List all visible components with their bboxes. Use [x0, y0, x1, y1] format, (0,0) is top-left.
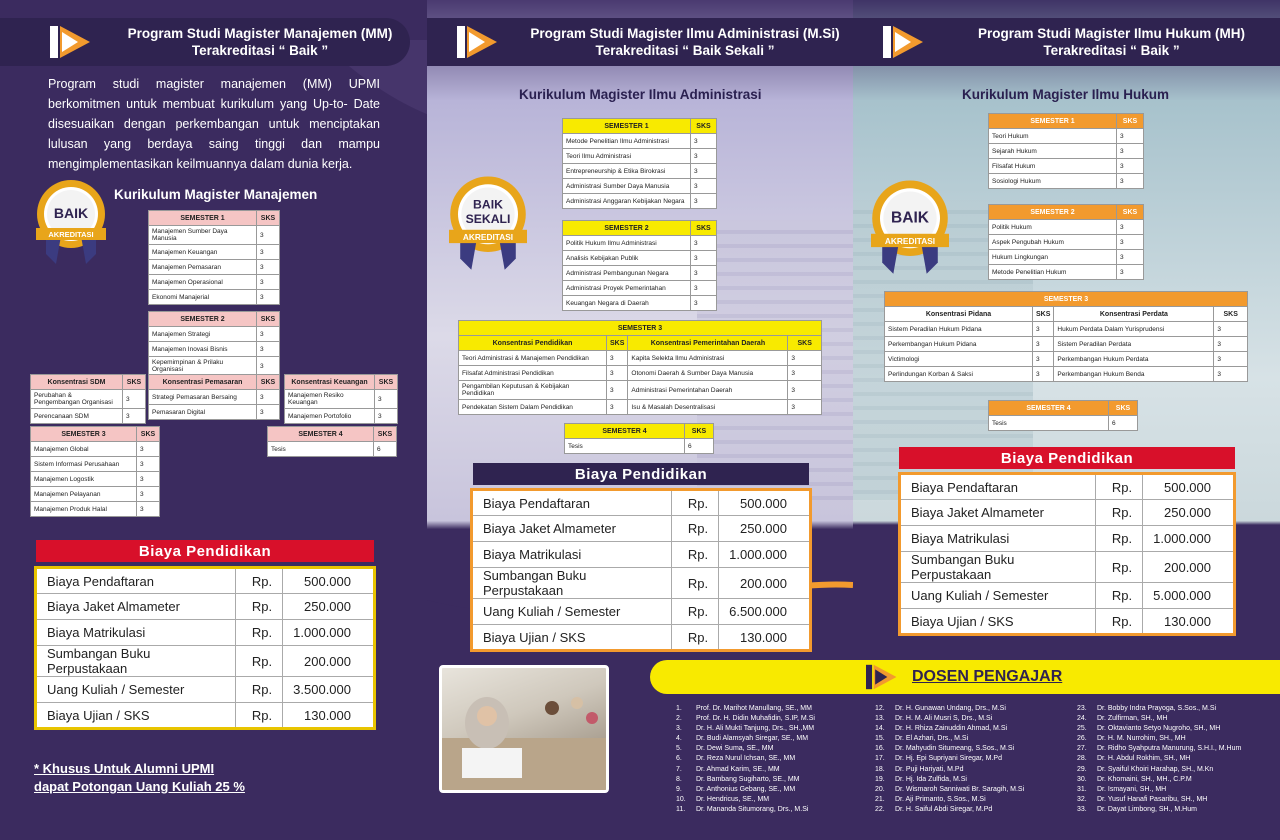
svg-text:BAIK: BAIK	[53, 205, 89, 221]
dosen-number: 23.	[1076, 705, 1087, 712]
dosen-name: Dr. H. Abdul Rokhim, SH., MH	[1096, 755, 1191, 763]
dosen-name: Dr. Yusuf Hanafi Pasaribu, SH., MH	[1096, 795, 1208, 803]
mh-semester4-table: SEMESTER 4 SKS Tesis 6	[988, 400, 1138, 431]
msi-semester4-table: SEMESTER 4 SKS Tesis 6	[564, 423, 714, 454]
msi-cost-title: Biaya Pendidikan	[473, 463, 809, 485]
dosen-item	[676, 704, 875, 714]
dosen-item	[676, 724, 875, 734]
dosen-number: 33.	[1076, 805, 1087, 813]
dosen-item	[676, 795, 875, 805]
msi-semester3-table: SEMESTER 3 Konsentrasi Pendidikan SKS Konsentrasi Pemerintahan Daerah SKS Teori Administrasi & Manajemen Pendidikan 3 Kapita Selekta Ilmu Administrasi 3 Filsafat Administrasi Pendidikan 3 Otonomi Daerah & Sumber Daya Manusia 3 Pengambilan Keputusan & Kebijakan Pendidikan 3 Administrasi Pemerintahan Daerah 3 Pendekatan Sistem Dalam Pendidikan 3 Isu & Masalah Desentralisasi 3	[458, 320, 822, 415]
dosen-number: 1.	[676, 705, 682, 712]
dosen-title-bar	[650, 660, 1280, 694]
dosen-name: Dr. Aji Primanto, S.Sos., M.Si	[895, 795, 986, 803]
dosen-item	[875, 805, 1077, 815]
mh-semester1-table: SEMESTER 1 SKS Teori Hukum 3 Sejarah Hukum 3 Filsafat Hukum 3 Sosiologi Hukum 3	[988, 113, 1144, 189]
dosen-number: 26.	[1076, 735, 1087, 743]
mm-cost-table: Biaya Pendaftaran Rp. 500.000 Biaya Jaket Almameter Rp. 250.000 Biaya Matrikulasi Rp. 1.000.000 Sumbangan Buku Perpustakaan Rp. 200.000 Uang Kuliah / Semester Rp. 3.500.000 Biaya Ujian / SKS Rp. 130.000	[34, 566, 376, 730]
dosen-number: 21.	[875, 795, 885, 803]
svg-text:AKREDITASI: AKREDITASI	[462, 231, 514, 242]
dosen-name: Dr. Hj. Ida Zulfida, M.Si	[895, 775, 967, 783]
mm-intro: Program studi magister manajemen (MM) UPMI berkomitmen untuk membuat kurikulum yang Up-to- Date disesuaikan dengan perkembangan untuk menciptakan lulusan yang berdaya saing tinggi dan mampu mengimplementasikan keilmuannya dalam dunia kerja.	[48, 77, 380, 171]
dosen-column-2	[875, 704, 1077, 815]
accreditation-badge	[36, 176, 106, 266]
dosen-number: 8.	[676, 775, 682, 783]
dosen-name: Dr. H. M. Nurrohim, SH., MH	[1096, 735, 1186, 743]
mh-semester3-table: SEMESTER 3 Konsentrasi Pidana SKS Konsentrasi Perdata SKS Sistem Peradilan Hukum Pidana 3 Hukum Perdata Dalam Yurisprudensi 3 Perkembangan Hukum Pidana 3 Sistem Peradilan Perdata 3 Victimologi 3 Perkembangan Hukum Perdata 3 Perlindungan Korban & Saksi 3 Perkembangan Hukum Benda 3	[884, 291, 1248, 382]
dosen-column-1	[676, 704, 875, 815]
dosen-item	[875, 714, 1077, 724]
dosen-number: 18.	[875, 765, 885, 773]
dosen-name: Dr. H. Rhiza Zainuddin Ahmad, M.Si	[895, 725, 1008, 733]
dosen-name: Dr. H. Ali Mukti Tanjung, Drs., SH.,MM	[696, 725, 815, 733]
mm-konsentrasi-sdm-table: Konsentrasi SDM SKS Perubahan & Pengembangan Organisasi 3 Perencanaan SDM 3	[30, 374, 146, 424]
students-photo	[439, 665, 609, 793]
svg-text:AKREDITASI: AKREDITASI	[48, 230, 94, 239]
dosen-number: 19.	[875, 775, 885, 783]
mm-cost-title: Biaya Pendidikan	[36, 540, 374, 562]
dosen-number: 27.	[1076, 745, 1087, 753]
dosen-name: Dr. Reza Nurul Ichsan, SE., MM	[696, 755, 796, 763]
mh-header-title: Program Studi Magister Ilmu Hukum (MH) Terakreditasi “ Baik ”	[977, 26, 1246, 58]
dosen-number: 32.	[1076, 795, 1087, 803]
dosen-number: 16.	[875, 745, 885, 753]
mm-header	[0, 18, 410, 66]
dosen-number: 7.	[676, 765, 682, 773]
msi-semester2-table: SEMESTER 2 SKS Politik Hukum Ilmu Administrasi 3 Analisis Kebijakan Publik 3 Administrasi Pembangunan Negara 3 Administrasi Proyek Pemerintahan 3 Keuangan Negara di Daerah 3	[562, 220, 717, 311]
dosen-number: 6.	[676, 755, 682, 763]
dosen-number: 9.	[676, 785, 682, 793]
dosen-number: 5.	[676, 745, 682, 753]
msi-semester1-table: SEMESTER 1 SKS Metode Penelitian Ilmu Administrasi 3 Teori Ilmu Administrasi 3 Entrepreneurship & Etika Birokrasi 3 Administrasi Sumber Daya Manusia 3 Administrasi Anggaran Kebijakan Negara 3	[562, 118, 717, 209]
dosen-name: Dr. Syaiful Khoiri Harahap, SH., M.Kn	[1096, 765, 1214, 773]
dosen-number: 31.	[1076, 785, 1087, 793]
dosen-name: Dr. Zulfirman, SH., MH	[1096, 715, 1168, 723]
msi-cost-table: Biaya Pendaftaran Rp. 500.000 Biaya Jaket Almameter Rp. 250.000 Biaya Matrikulasi Rp. 1.000.000 Sumbangan Buku Perpustakaan Rp. 200.000 Uang Kuliah / Semester Rp. 6.500.000 Biaya Ujian / SKS Rp. 130.000	[470, 488, 812, 652]
dosen-name: Dr. Bobby Indra Prayoga, S.Sos., M.Si	[1096, 705, 1217, 712]
dosen-name: Dr. Khomaini, SH., MH., C.P.M	[1096, 775, 1192, 783]
mm-curriculum-title: Kurikulum Magister Manajemen	[114, 187, 318, 202]
dosen-name: Dr. Ridho Syahputra Manurung, S.H.I., M.Hum	[1096, 745, 1242, 753]
accreditation-badge	[449, 172, 527, 272]
dosen-item	[1077, 734, 1276, 744]
dosen-item	[676, 765, 875, 775]
mh-semester2-table: SEMESTER 2 SKS Politik Hukum 3 Aspek Pengubah Hukum 3 Hukum Lingkungan 3 Metode Penelitian Hukum 3	[988, 204, 1144, 280]
mm-semester4-table: SEMESTER 4 SKS Tesis 6	[267, 426, 397, 457]
msi-curriculum-title: Kurikulum Magister Ilmu Administrasi	[519, 87, 762, 102]
dosen-name: Dr. H. M. Ali Musri S, Drs., M.Si	[895, 715, 993, 723]
dosen-item	[676, 734, 875, 744]
dosen-item	[676, 754, 875, 764]
dosen-number: 20.	[875, 785, 885, 793]
dosen-item	[1077, 775, 1276, 785]
dosen-name: Dr. Mahyudin Situmeang, S.Sos., M.Si	[895, 745, 1015, 753]
dosen-name: Dr. Puji Hariyati, M.Pd	[895, 765, 964, 773]
dosen-number: 12.	[875, 705, 885, 712]
mm-konsentrasi-pemasaran-table: Konsentrasi Pemasaran SKS Strategi Pemasaran Bersaing 3 Pemasaran Digital 3	[148, 374, 280, 420]
dosen-number: 3.	[676, 725, 682, 733]
mm-semester2-table: SEMESTER 2 SKS Manajemen Strategi 3 Manajemen Inovasi Bisnis 3 Kepemimpinan & Prilaku Organisasi 3	[148, 311, 280, 376]
dosen-list	[676, 704, 1276, 815]
dosen-item	[1077, 785, 1276, 795]
dosen-name: Dr. H. Gunawan Undang, Drs., M.Si	[895, 705, 1006, 712]
mh-cost-table: Biaya Pendaftaran Rp. 500.000 Biaya Jaket Almameter Rp. 250.000 Biaya Matrikulasi Rp. 1.000.000 Sumbangan Buku Perpustakaan Rp. 200.000 Uang Kuliah / Semester Rp. 5.000.000 Biaya Ujian / SKS Rp. 130.000	[898, 472, 1236, 636]
mh-header	[853, 18, 1280, 66]
dosen-item	[875, 704, 1077, 714]
dosen-item	[676, 785, 875, 795]
dosen-item	[676, 714, 875, 724]
mm-header-title: Program Studi Magister Manajemen (MM) Terakreditasi “ Baik ”	[127, 26, 393, 58]
dosen-number: 28.	[1076, 755, 1087, 763]
svg-text:BAIK: BAIK	[890, 209, 930, 227]
accreditation-badge	[871, 176, 949, 276]
dosen-item	[875, 724, 1077, 734]
mm-semester1-table: SEMESTER 1 SKS Manajemen Sumber Daya Manusia 3 Manajemen Keuangan 3 Manajemen Pemasaran 3 Manajemen Operasional 3 Ekonomi Manajerial 3	[148, 210, 280, 305]
mh-cost-title: Biaya Pendidikan	[899, 447, 1235, 469]
dosen-number: 25.	[1076, 725, 1087, 733]
mm-semester3-table: SEMESTER 3 SKS Manajemen Global 3 Sistem Informasi Perusahaan 3 Manajemen Logostik 3 Manajemen Pelayanan 3 Manajemen Produk Halal 3	[30, 426, 160, 517]
msi-header-title: Program Studi Magister Ilmu Administrasi (M.Si) Terakreditasi “ Baik Sekali ”	[530, 26, 840, 58]
dosen-item	[1077, 714, 1276, 724]
dosen-name: Dr. Wismaroh Sanniwati Br. Saragih, M.Si	[895, 785, 1025, 793]
dosen-column-3	[1077, 704, 1276, 815]
dosen-number: 17.	[875, 755, 885, 763]
dosen-name: Prof. Dr. H. Didin Muhafidin, S.IP, M.Si	[696, 715, 815, 723]
dosen-item	[1077, 795, 1276, 805]
dosen-name: Dr. Dewi Suma, SE., MM	[696, 745, 774, 753]
svg-text:AKREDITASI: AKREDITASI	[884, 235, 936, 246]
dosen-item	[875, 734, 1077, 744]
play-arrow-icon	[883, 24, 925, 60]
dosen-item	[1077, 765, 1276, 775]
dosen-section	[650, 660, 1280, 840]
mh-curriculum-title: Kurikulum Magister Ilmu Hukum	[962, 87, 1170, 102]
dosen-item	[676, 775, 875, 785]
dosen-item	[875, 795, 1077, 805]
dosen-name: Dr. El Azhari, Drs., M.Si	[895, 735, 969, 743]
dosen-name: Dr. Hj. Epi Supriyani Siregar, M.Pd	[895, 755, 1002, 763]
svg-text:SEKALI: SEKALI	[465, 212, 511, 227]
dosen-number: 11.	[676, 805, 686, 813]
dosen-name: Dr. Ismayani, SH., MH	[1096, 785, 1167, 793]
dosen-number: 14.	[875, 725, 885, 733]
dosen-name: Dr. H. Saiful Abdi Siregar, M.Pd	[895, 805, 993, 813]
msi-header	[427, 18, 853, 66]
dosen-item	[676, 744, 875, 754]
play-arrow-icon	[457, 24, 499, 60]
dosen-name: Dr. Bambang Sugiharto, SE., MM	[696, 775, 800, 783]
dosen-item	[875, 754, 1077, 764]
dosen-number: 4.	[676, 735, 682, 743]
dosen-item	[1077, 754, 1276, 764]
dosen-item	[1077, 724, 1276, 734]
dosen-number: 13.	[875, 715, 885, 723]
dosen-item	[1077, 704, 1276, 714]
dosen-number: 29.	[1076, 765, 1087, 773]
dosen-item	[875, 744, 1077, 754]
dosen-name: Dr. Hendricus, SE., MM	[696, 795, 770, 803]
dosen-number: 2.	[676, 715, 682, 723]
dosen-title: DOSEN PENGAJAR	[912, 668, 1063, 685]
dosen-name: Dr. Anthonius Gebang, SE., MM	[696, 785, 796, 793]
dosen-name: Dr. Ahmad Karim, SE., MM	[696, 765, 780, 773]
mm-alumni-note: * Khusus Untuk Alumni UPMI dapat Potongan Uang Kuliah 25 %	[34, 761, 245, 794]
play-arrow-icon	[50, 24, 92, 60]
dosen-name: Dr. Oktavianto Setyo Nugroho, SH., MH	[1096, 725, 1221, 733]
dosen-name: Prof. Dr. Marihot Manullang, SE., MM	[696, 705, 812, 712]
dosen-number: 30.	[1076, 775, 1087, 783]
dosen-name: Dr. Dayat Limbong, SH., M.Hum	[1096, 805, 1197, 813]
dosen-item	[1077, 744, 1276, 754]
dosen-item	[875, 775, 1077, 785]
dosen-item	[875, 785, 1077, 795]
panel-mm	[0, 0, 427, 840]
dosen-number: 24.	[1076, 715, 1087, 723]
dosen-number: 10.	[676, 795, 686, 803]
dosen-item	[1077, 805, 1276, 815]
dosen-item	[875, 765, 1077, 775]
dosen-number: 15.	[875, 735, 885, 743]
dosen-name: Dr. Mananda Situmorang, Drs., M.Si	[696, 805, 809, 813]
play-arrow-icon	[866, 663, 898, 691]
dosen-number: 22.	[875, 805, 885, 813]
dosen-item	[676, 805, 875, 815]
svg-text:BAIK: BAIK	[473, 197, 503, 212]
mm-konsentrasi-keuangan-table: Konsentrasi Keuangan SKS Manajemen Resiko Keuangan 3 Manajemen Portofolio 3	[284, 374, 398, 424]
dosen-name: Dr. Budi Alamsyah Siregar, SE., MM	[696, 735, 809, 743]
